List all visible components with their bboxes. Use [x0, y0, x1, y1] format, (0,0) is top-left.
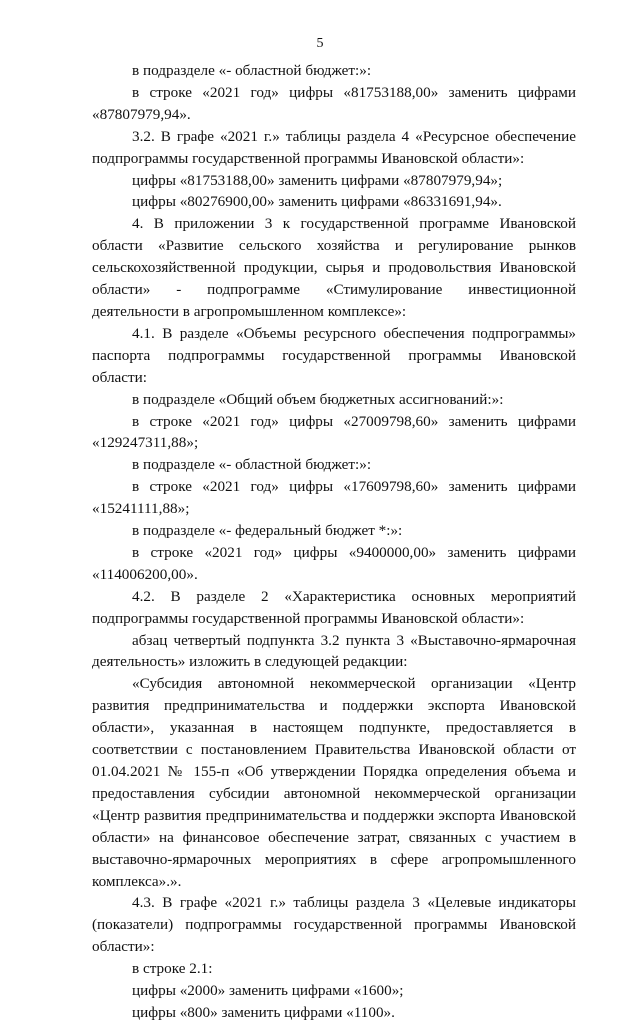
paragraph: в строке «2021 год» цифры «81753188,00» заменить цифрами «87807979,94». — [92, 83, 576, 123]
paragraph: 3.2. В графе «2021 г.» таблицы раздела 4 «Ресурсное обеспечение подпрограммы государственной программы Ивановской области»: — [92, 127, 576, 167]
paragraph: в строке «2021 год» цифры «27009798,60» заменить цифрами «129247311,88»; — [92, 412, 576, 452]
paragraph: в строке «2021 год» цифры «17609798,60» заменить цифрами «15241111,88»; — [92, 478, 576, 518]
paragraph: абзац четвертый подпункта 3.2 пункта 3 «Выставочно-ярмарочная деятельность» изложить в следующей редакции: — [92, 631, 576, 671]
paragraph: в строке 2.1: — [132, 960, 213, 978]
paragraph: в строке «2021 год» цифры «9400000,00» заменить цифрами «114006200,00». — [92, 543, 576, 583]
paragraph: в подразделе «- федеральный бюджет *:»: — [132, 522, 403, 540]
paragraph: 4. В приложении 3 к государственной программе Ивановской области «Развитие сельского хозяйства и регулирование рынков сельскохозяйственной продукции, сырья и продовольствия Ивановской области» - подпрограмме «Стимулирование инвестиционной деятельности в агропромышленном комплексе»: — [92, 215, 576, 320]
paragraph: цифры «81753188,00» заменить цифрами «87807979,94»; — [132, 171, 503, 189]
paragraph: в подразделе «- областной бюджет:»: — [132, 456, 372, 474]
paragraph: 4.1. В разделе «Объемы ресурсного обеспечения подпрограммы» паспорта подпрограммы государственной программы Ивановской области: — [92, 324, 576, 386]
paragraph: «Субсидия автономной некоммерческой организации «Центр развития предпринимательства и поддержки экспорта Ивановской области», указанная в настоящем подпункте, предоставляется в соответствии с постановлением Правительства Ивановской области от 01.04.2021 № 155-п «Об утверждении Порядка определения объема и предоставления субсидии автономной некоммерческой организации «Центр развития предпринимательства и поддержки экспорта Ивановской области» на финансовое обеспечение затрат, связанных с участием в выставочно-ярмарочных мероприятиях в сфере агропромышленного комплекса».». — [92, 675, 576, 890]
paragraph: цифры «2000» заменить цифрами «1600»; — [132, 982, 404, 1000]
paragraph: в подразделе «Общий объем бюджетных ассигнований:»: — [132, 390, 504, 408]
paragraph: 4.2. В разделе 2 «Характеристика основных мероприятий подпрограммы государственной программы Ивановской области»: — [92, 587, 576, 627]
paragraph: цифры «800» заменить цифрами «1100». — [132, 1003, 395, 1021]
document-body — [92, 60, 576, 1024]
paragraph: в подразделе «- областной бюджет:»: — [132, 62, 372, 79]
paragraph: цифры «80276900,00» заменить цифрами «86331691,94». — [132, 193, 502, 211]
paragraph: 4.3. В графе «2021 г.» таблицы раздела 3 «Целевые индикаторы (показатели) подпрограммы государственной программы Ивановской области»: — [92, 894, 576, 956]
page-number: 5 — [316, 36, 324, 51]
